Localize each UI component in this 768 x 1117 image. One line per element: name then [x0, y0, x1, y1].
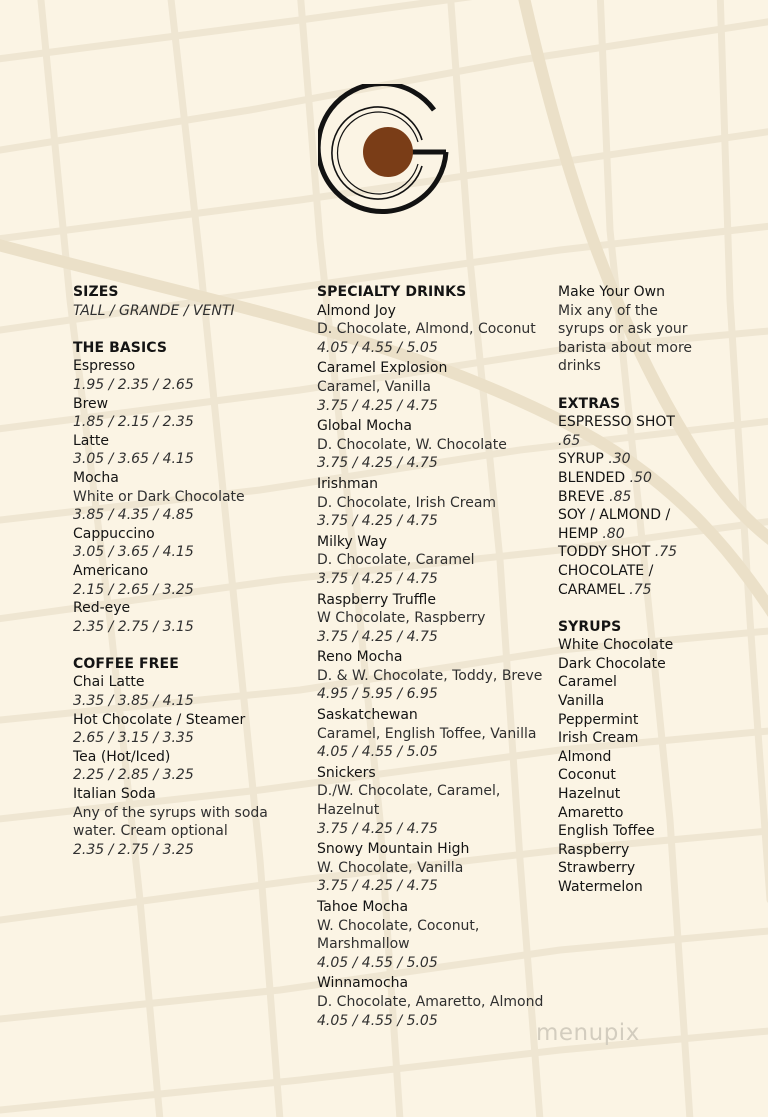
item-prices: 3.35 / 3.85 / 4.15 [73, 693, 194, 710]
item-name: Global Mocha [317, 418, 412, 435]
item-prices: 3.75 / 4.25 / 4.75 [317, 455, 438, 472]
syrup-item: Peppermint [558, 711, 639, 728]
extra-name: ESPRESSO SHOT [558, 414, 675, 431]
item-prices: 2.35 / 2.75 / 3.15 [73, 618, 194, 635]
menu-item [317, 302, 549, 358]
item-prices: 4.05 / 4.55 / 5.05 [317, 339, 438, 356]
item-name: Winnamocha [317, 975, 409, 992]
extra-price: .50 [629, 469, 652, 486]
menu-item [317, 475, 549, 531]
item-name: Espresso [73, 358, 136, 375]
item-prices: 2.15 / 2.65 / 3.25 [73, 581, 194, 598]
menu-item [317, 764, 549, 838]
syrup-item: Hazelnut [558, 786, 621, 803]
extra-item [558, 562, 668, 599]
make-your-own-title: Make Your Own [558, 284, 666, 300]
item-description: D. & W. Chocolate, Toddy, Breve [317, 667, 543, 684]
extra-price: .30 [608, 451, 631, 468]
make-your-own-description: Mix any of the syrups or ask your barista about more drinks [558, 302, 693, 375]
item-description: White or Dark Chocolate [73, 488, 245, 505]
menu-item [73, 395, 303, 432]
item-description: D. Chocolate, Irish Cream [317, 494, 497, 511]
syrup-item: English Toffee [558, 823, 655, 840]
item-description: D./W. Chocolate, Caramel, Hazelnut [317, 783, 501, 819]
menu-item [317, 648, 549, 704]
item-name: Chai Latte [73, 674, 145, 691]
menu-item [73, 785, 303, 859]
item-description: Caramel, English Toffee, Vanilla [317, 725, 537, 742]
item-description: W. Chocolate, Vanilla [317, 859, 464, 876]
item-name: Milky Way [317, 533, 388, 550]
section-heading-basics: THE BASICS [73, 339, 168, 356]
item-name: Cappuccino [73, 525, 155, 542]
menu-column-middle [317, 283, 549, 1030]
menu-item [317, 417, 549, 473]
item-name: Red-eye [73, 600, 131, 617]
item-name: Snowy Mountain High [317, 841, 470, 858]
menu-item [73, 673, 303, 710]
section-heading-sizes: SIZES [73, 284, 119, 300]
item-name: Reno Mocha [317, 649, 403, 666]
item-description: D. Chocolate, Amaretto, Almond [317, 993, 544, 1010]
section-heading-coffee-free: COFFEE FREE [73, 655, 179, 672]
item-prices: 3.85 / 4.35 / 4.85 [73, 507, 194, 524]
sizes-value: TALL / GRANDE / VENTI [73, 302, 235, 319]
watermark: menupix [536, 1020, 640, 1046]
item-name: Americano [73, 562, 149, 579]
menu-item [73, 432, 303, 469]
item-name: Almond Joy [317, 302, 396, 319]
syrup-item: Caramel [558, 674, 617, 691]
extra-item [558, 506, 688, 543]
item-prices: 4.05 / 4.55 / 5.05 [317, 744, 438, 761]
item-prices: 4.95 / 5.95 / 6.95 [317, 686, 438, 703]
item-prices: 3.75 / 4.25 / 4.75 [317, 878, 438, 895]
syrup-item: Dark Chocolate [558, 655, 666, 672]
item-prices: 2.25 / 2.85 / 3.25 [73, 767, 194, 784]
extra-name: SOY / ALMOND / HEMP [558, 507, 671, 542]
item-name: Saskatchewan [317, 707, 418, 724]
extra-item [558, 488, 763, 507]
extra-price: .65 [558, 432, 581, 449]
extra-name: TODDY SHOT [558, 544, 651, 561]
item-description: W. Chocolate, Coconut, Marshmallow [317, 917, 480, 953]
menu-item [73, 525, 303, 562]
item-prices: 3.75 / 4.25 / 4.75 [317, 820, 438, 837]
syrup-item: White Chocolate [558, 637, 674, 654]
item-prices: 3.75 / 4.25 / 4.75 [317, 397, 438, 414]
item-name: Tahoe Mocha [317, 899, 409, 915]
item-description: Caramel, Vanilla [317, 378, 431, 395]
extra-price: .75 [654, 544, 678, 561]
item-prices: 3.05 / 3.65 / 4.15 [73, 544, 194, 561]
extra-price: .80 [602, 525, 625, 542]
extra-item [558, 469, 763, 488]
syrup-item: Raspberry [558, 841, 630, 858]
extra-name: BLENDED [558, 469, 626, 486]
syrup-item: Amaretto [558, 804, 624, 821]
extra-name: BREVE [558, 488, 605, 505]
syrup-item: Coconut [558, 767, 616, 784]
item-name: Raspberry Truffle [317, 591, 436, 608]
extra-item [558, 413, 763, 450]
item-description: D. Chocolate, Caramel [317, 552, 475, 569]
menu-item [317, 533, 549, 589]
syrup-item: Almond [558, 748, 612, 765]
item-name: Caramel Explosion [317, 360, 448, 377]
extra-name: CHOCOLATE / CARAMEL [558, 562, 654, 598]
syrup-item: Strawberry [558, 860, 636, 877]
item-name: Brew [73, 395, 109, 412]
item-prices: 4.05 / 4.55 / 5.05 [317, 1012, 438, 1029]
item-prices: 3.05 / 3.65 / 4.15 [73, 451, 194, 468]
menu-item [317, 898, 549, 972]
extra-item [558, 450, 763, 469]
section-heading-extras: EXTRAS [558, 395, 621, 412]
menu-item [317, 359, 549, 415]
menu-item [317, 840, 549, 896]
item-name: Latte [73, 432, 109, 449]
syrup-item: Irish Cream [558, 730, 639, 747]
item-description: D. Chocolate, Almond, Coconut [317, 321, 536, 338]
item-prices: 3.75 / 4.25 / 4.75 [317, 628, 438, 645]
cafe-logo [318, 84, 456, 220]
item-description: W Chocolate, Raspberry [317, 610, 486, 627]
item-prices: 2.35 / 2.75 / 3.25 [73, 841, 194, 858]
item-description: Any of the syrups with soda water. Cream optional [73, 804, 268, 840]
menu-item [317, 591, 549, 647]
item-name: Italian Soda [73, 786, 156, 803]
item-description: D. Chocolate, W. Chocolate [317, 436, 507, 453]
item-name: Snickers [317, 764, 376, 781]
menu-column-right [558, 283, 763, 897]
syrup-item: Vanilla [558, 693, 605, 710]
item-prices: 3.75 / 4.25 / 4.75 [317, 513, 438, 530]
menu-item [73, 711, 303, 748]
item-name: Hot Chocolate / Steamer [73, 711, 246, 728]
menu-column-left [73, 283, 303, 859]
section-heading-syrups: SYRUPS [558, 618, 622, 635]
item-prices: 3.75 / 4.25 / 4.75 [317, 570, 438, 587]
menu-item [317, 974, 549, 1030]
item-name: Mocha [73, 469, 119, 486]
menu-item [73, 357, 303, 394]
extra-name: SYRUP [558, 451, 604, 468]
item-prices: 2.65 / 3.15 / 3.35 [73, 730, 194, 747]
menu-item [73, 748, 303, 785]
menu-item [73, 562, 303, 599]
extra-price: .85 [609, 488, 632, 505]
item-prices: 1.85 / 2.15 / 2.35 [73, 414, 194, 431]
syrup-item: Watermelon [558, 879, 643, 895]
menu-item [73, 599, 303, 636]
coffee-bean-circle [363, 127, 413, 177]
item-name: Tea (Hot/Iced) [73, 748, 171, 765]
menu-item [73, 469, 303, 525]
item-prices: 4.05 / 4.55 / 5.05 [317, 954, 438, 971]
extra-item [558, 543, 763, 562]
item-name: Irishman [317, 475, 379, 492]
section-heading-specialty: SPECIALTY DRINKS [317, 284, 467, 300]
menu-item [317, 706, 549, 762]
item-prices: 1.95 / 2.35 / 2.65 [73, 376, 194, 393]
extra-price: .75 [629, 581, 652, 598]
